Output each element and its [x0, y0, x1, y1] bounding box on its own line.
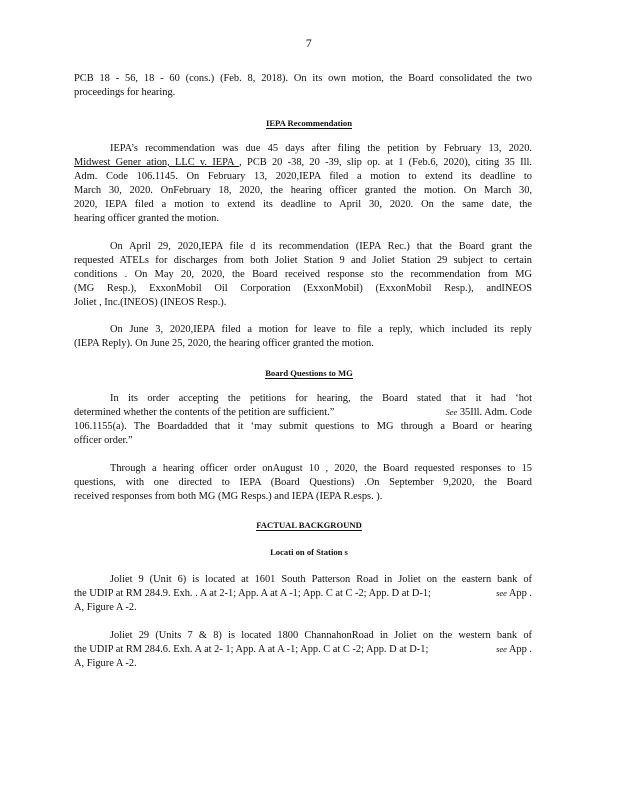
text-line: 106.1155(a). The Boardadded that it ‘may submit questions to MG through a Board or hearing — [74, 421, 532, 432]
paragraph-consolidation — [74, 72, 532, 100]
paragraph-board-order — [74, 392, 532, 448]
page-number: 7 — [305, 36, 313, 50]
text-line: (MG Resp.), ExxonMobil Oil Corporation (ExxonMobil) (ExxonMobil Resp.), andINEOS — [74, 283, 532, 294]
text-line: PCB 18 - 56, 18 - 60 (cons.) (Feb. 8, 2018). On its own motion, the Board consolidated the two — [74, 73, 532, 84]
text-line: March 30, 2020. OnFebruary 18, 2020, the hearing officer granted the motion. On March 30, — [74, 185, 532, 196]
signal-see: see — [496, 645, 507, 654]
text-line: Joliet 9 (Unit 6) is located at 1601 South Patterson Road in Joliet on the eastern bank of — [110, 574, 532, 585]
section-heading-board-questions: Board Questions to MG — [265, 368, 353, 378]
text-line: 2020, IEPA filed a motion to extend its deadline to April 30, 2020. On the same date, the — [74, 199, 532, 210]
text-line: conditions . On May 20, 2020, the Board received response sto the recommendation from MG — [74, 269, 532, 280]
text-line: (IEPA Reply). On June 25, 2020, the hearing officer granted the motion. — [74, 338, 374, 349]
text-line: questions, with one directed to IEPA (Board Questions) .On September 9,2020, the Board — [74, 477, 532, 488]
paragraph-june-reply — [74, 323, 532, 351]
text-line: Through a hearing officer order onAugust 10 , 2020, the Board requested responses to 15 — [110, 463, 532, 474]
text-line: the UDIP at RM 284.6. Exh. A at 2- 1; App. A at A -1; App. C at C -2; App. D at D-1; see App . — [74, 644, 532, 655]
text-line: requested ATELs for discharges from both Joliet Station 9 and Joliet Station 29 subject to certain — [74, 255, 532, 266]
paragraph-april-recommendation — [74, 240, 532, 310]
text-line: IEPA’s recommendation was due 45 days after filing the petition by February 13, 2020. — [110, 143, 532, 154]
paragraph-joliet-29-location — [74, 629, 532, 671]
paragraph-hearing-officer-order — [74, 462, 532, 504]
text-line: officer order.” — [74, 435, 133, 446]
subsection-heading-location-of-stations: Locati on of Station s — [270, 547, 348, 557]
text-line: proceedings for hearing. — [74, 87, 176, 98]
text-line: Midwest Gener ation, LLC v. IEPA , PCB 20 -38, 20 -39, slip op. at 1 (Feb.6, 2020), citing 35 Ill. — [74, 157, 533, 168]
text-line: determined whether the contents of the petition are sufficient.” See 35Ill. Adm. Code — [74, 407, 532, 418]
text-line: hearing officer granted the motion. — [74, 213, 219, 224]
text-line: A, Figure A -2. — [74, 602, 137, 613]
text-line: In its order accepting the petitions for hearing, the Board stated that it had ‘hot — [110, 393, 532, 404]
text-line: Joliet 29 (Units 7 & 8) is located 1800 ChannahonRoad in Joliet on the western bank of — [110, 630, 532, 641]
signal-see: See — [445, 408, 458, 417]
signal-see: see — [496, 589, 507, 598]
section-heading-factual-background: FACTUAL BACKGROUND — [256, 520, 362, 530]
text-line: Joliet , Inc.(INEOS) (INEOS Resp.). — [74, 297, 227, 308]
case-citation: Midwest Gener ation, LLC v. IEPA — [74, 157, 240, 168]
text-line: Adm. Code 106.1145. On February 13, 2020,IEPA filed a motion to extend its deadline to — [74, 171, 532, 182]
text-line: received responses from both MG (MG Resps.) and IEPA (IEPA R.esps. ). — [74, 491, 383, 502]
paragraph-iepa-recommendation — [74, 142, 532, 226]
paragraph-joliet-9-location — [74, 573, 532, 615]
text-line: the UDIP at RM 284.9. Exh. . A at 2-1; App. A at A -1; App. C at C -2; App. D at D-1; see App . — [74, 588, 532, 599]
section-heading-iepa-recommendation: IEPA Recommendation — [265, 118, 352, 128]
text-line: A, Figure A -2. — [74, 658, 137, 669]
text-line: On April 29, 2020,IEPA file d its recommendation (IEPA Rec.) that the Board grant the — [110, 241, 532, 252]
text-line: On June 3, 2020,IEPA filed a motion for leave to file a reply, which included its reply — [110, 324, 532, 335]
